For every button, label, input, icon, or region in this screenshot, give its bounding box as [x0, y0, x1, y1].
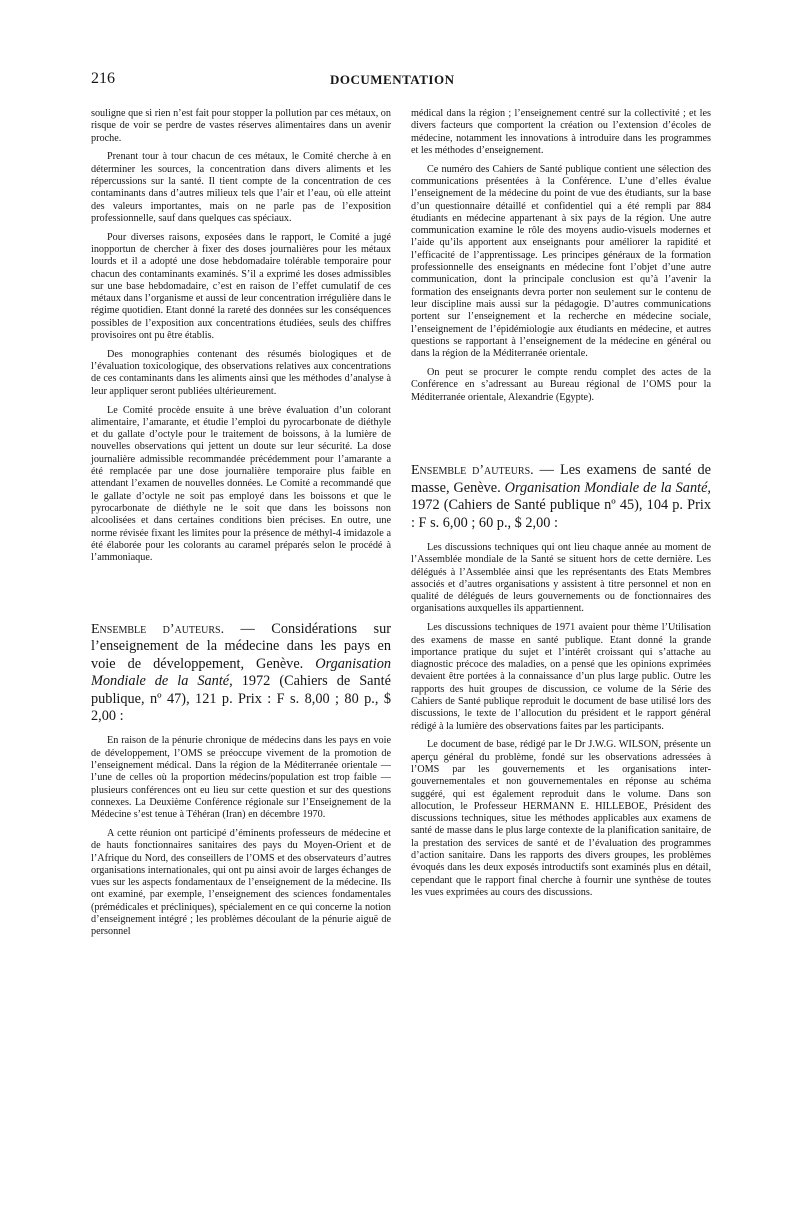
paragraph: Des monographies contenant des résumés biologiques et de l’évaluation toxicologique, des observations relatives aux concentrations de ces contaminants dans les aliments ainsi que les méthodes d’analyse à leur appliquer seront publiées ultérieurement. — [91, 348, 391, 397]
paragraph: Pour diverses raisons, exposées dans le rapport, le Comité a jugé inopportun de chercher à fixer des doses journalières pour les métaux lourds et il a adopté une dose hebdomadaire tolérable temporaire pour chacun des contaminants examinés. S’il a exprimé les doses admissibles sur une base hebdomadaire, c’est en raison de l’effet cumulatif de ces métaux dans l’organisme et aussi de leur concentration irrégulière dans le régime quotidien. Etant donné la rareté des données sur les conséquences possibles de l’exposition aux concentrations étudiées, seuls des chiffres provisoires ont pu être établis. — [91, 231, 391, 342]
review-title: — Les examens de santé de masse, Genève. — [411, 462, 711, 496]
paragraph: Le document de base, rédigé par le Dr J.W.G. WILSON, présente un aperçu général du problème, fondé sur les observations adressées à l’OMS par les gouvernements et les organisations inter-gouvernementales et non gouvernementales en réponse au schéma suggéré, qui est également reproduit dans le volume. Dans son allocution, le Professeur HERMANN E. HILLEBOE, Président des discussions techniques, situe les méthodes applicables aux examens de santé de masse dans le plus large contexte de la planification sanitaire, de la prestation des services de santé et de l’évaluation des programmes d’action sanitaire. Dans les rapports des divers groupes, les problèmes évoqués dans les deux exposés introductifs sont examinés plus en détail, cependant que le rapport final cherche à fournir une synthèse de toutes les vues exprimées au cours des discussions. — [411, 739, 711, 898]
paragraph: Les discussions techniques qui ont lieu chaque année au moment de l’Assemblée mondiale de la Santé se situent hors de cette dernière. Les délégués à l’Assemblée ainsi que les représentants des Etats Membres associés et d’autres organisations y assistent à titre personnel et non en qualité de délégués de leurs gouvernements ou de fonctionnaires des organisations auxquelles ils appartiennent. — [411, 541, 711, 615]
paragraph: Prenant tour à tour chacun de ces métaux, le Comité cherche à en déterminer les sources, la concentration dans divers aliments et les répercussions sur la santé. Il tient compte de la concentration de ces contaminants dans d’autres milieux tels que l’air et l’eau, où elle atteint des valeurs importantes, mais on ne parle pas de l’exposition professionnelle, sauf dans quelques cas spéciaux. — [91, 151, 391, 224]
paragraph: Ce numéro des Cahiers de Santé publique contient une sélection des communications présentées à la Conférence. L’une d’elles évalue l’enseignement de la médecine du point de vue des étudiants, sur la base d’un questionnaire détaillé et confidentiel qui a été rempli par 884 étudiants en médecine appartenant à six pays de la région. Une autre communication examine le rôle des moyens audio-visuels modernes et l’aide qu’ils apportent aux enseignants pour améliorer la rapidité et l’efficacité de l’apprentissage. Les principes généraux de la formation professionnelle des enseignants en médecine font l’objet d’une autre communication, dont la principale conclusion est qu’à l’avenir la formation des enseignants devra porter non seulement sur le contenu de leur discipline mais aussi sur la pédagogie. D’autres communications portent sur l’enseignement et la recherche en médecine sociale, l’enseignement de l’épidémiologie aux étudiants en médecine, et autres questions se rapportant à l’enseignement de la médecine en général ou dans la région de la Méditerranée orientale. — [411, 163, 711, 360]
paragraph: A cette réunion ont participé d’éminents professeurs de médecine et de hauts fonctionnaires sanitaires des pays du Moyen-Orient et de l’Afrique du Nord, des conseillers de l’OMS et des observateurs d’autres organisations internationales, qui ont pu ainsi avoir de larges échanges de vues sur les aspects fondamentaux de l’enseignement de la médecine. Ils ont examiné, par exemple, l’enseignement des sciences fondamentales (prémédicales et précliniques), spécialement en ce qui concerne la notion d’enseignement intégré ; les problèmes découlant de la pénurie aiguë de personnel — [91, 827, 391, 938]
paragraph: Les discussions techniques de 1971 avaient pour thème l’Utilisation des examens de masse en santé publique. Etant donné la grande importance pratique du sujet et l’intérêt croissant qui s’attache au diagnostic précoce des maladies, on a pensé que les opinions exprimées devaient être portées à la connaissance d’un plus large public. Outre les rapports des huit groupes de discussion, ce volume de la Série des Cahiers de Santé publique reproduit le document de base utilisé lors des discussions, le texte de l’allocution du président et le rapport général rédigé à la lumière des observations faites par les participants. — [411, 622, 711, 732]
left-column — [91, 108, 391, 945]
review-title: — Considérations sur l’enseignement de la médecine dans les pays en voie de développement, Genève. — [91, 620, 391, 672]
paragraph: médical dans la région ; l’enseignement centré sur la collectivité ; et les divers facteurs que comportent la création ou l’extension d’écoles de médecine, notamment les innovations à introduire dans les programmes et les méthodes d’enseignement. — [411, 108, 711, 156]
review-heading — [91, 621, 391, 725]
paragraph: souligne que si rien n’est fait pour stopper la pollution par ces métaux, on risque de voir se perdre de vastes réserves alimentaires dans un avenir proche. — [91, 108, 391, 144]
review-publisher: Organisation Mondiale de la Santé, — [504, 479, 711, 496]
review-authors: Ensemble d’auteurs. — [91, 621, 225, 637]
paragraph: En raison de la pénurie chronique de médecins dans les pays en voie de développement, l’OMS se préoccupe vivement de la promotion de l’enseignement médical. Dans la région de la Méditerranée orientale — l’une de celles où la proportion médecins/population est trop faible — plusieurs conférences ont eu lieu sur cette question et sur des questions connexes. La Deuxième Conférence régionale sur l’Enseignement de la Médecine s’est tenue à Téhéran (Iran) en décembre 1970. — [91, 735, 391, 821]
paragraph: On peut se procurer le compte rendu complet des actes de la Conférence en s’adressant au Bureau régional de l’OMS pour la Méditerranée orientale, Alexandrie (Egypte). — [411, 366, 711, 403]
right-column — [411, 108, 711, 906]
review-details: 1972 (Cahiers de Santé publique, nº 47), 121 p. Prix : F s. 8,00 ; 80 p., $ 2,00 : — [91, 673, 391, 724]
review-publisher: Organisation Mondiale de la Santé, — [91, 655, 391, 690]
running-title: DOCUMENTATION — [330, 72, 455, 87]
paragraph: Le Comité procède ensuite à une brève évaluation d’un colorant alimentaire, l’amarante, et étudie l’emploi du pyrocarbonate de diéthyle et du gallate d’octyle pour le traitement de boissons, à la lumière de nouvelles observations qui jettent un doute sur leur sécurité. La dose journalière admissible recommandée précédemment pour l’amarante a été remplacée par une dose journalière temporaire plus faible en attendant l’examen de nouvelles données. Le Comité a recommandé que le gallate d’octyle ne soit pas employé dans les boissons et que le pyrocarbonate de diéthyle ne le soit que dans les boissons non alcoolisées et dans certaines conditions bien précises. En outre, une norme révisée fixant les limites pour la présence de méthyl-4 imidazole a été élaborée pour les colorants au caramel préparés selon le procédé à l’ammoniaque. — [91, 404, 391, 564]
review-heading — [411, 462, 711, 532]
review-authors: Ensemble d’auteurs. — [411, 463, 534, 479]
review-details: 1972 (Cahiers de Santé publique nº 45), 104 p. Prix : F s. 6,00 ; 60 p., $ 2,00 : — [411, 497, 711, 531]
page-number: 216 — [91, 70, 115, 87]
